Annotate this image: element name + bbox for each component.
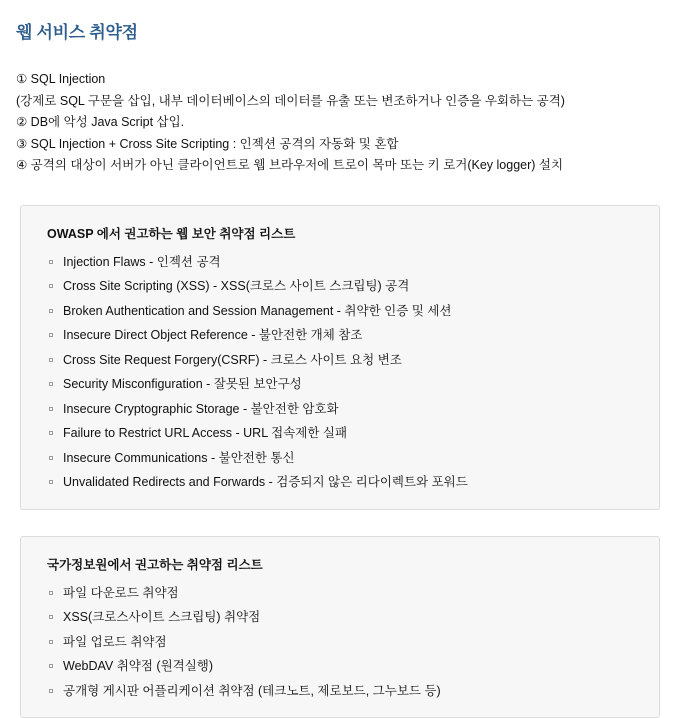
list-item — [49, 427, 637, 440]
list-item — [49, 636, 637, 649]
intro-line: ③ SQL Injection + Cross Site Scripting : 인젝션 공격의 자동화 및 혼합 — [16, 134, 666, 156]
list-item — [49, 476, 637, 489]
list-item — [49, 305, 637, 318]
bullet-square-icon — [49, 689, 53, 693]
list-item — [49, 611, 637, 624]
list-item-label: Cross Site Scripting (XSS) - XSS(크로스 사이트 스크립팅) 공격 — [63, 279, 409, 293]
bullet-square-icon — [49, 480, 53, 484]
list-item — [49, 354, 637, 367]
list-item — [49, 685, 637, 698]
list-item — [49, 378, 637, 391]
list-item-label: Insecure Cryptographic Storage - 불안전한 암호화 — [63, 402, 339, 416]
list-item-label: 공개형 게시판 어플리케이션 취약점 (테크노트, 제로보드, 그누보드 등) — [63, 684, 441, 698]
bullet-square-icon — [49, 591, 53, 595]
list-item-label: Insecure Direct Object Reference - 불안전한 개체 참조 — [63, 328, 362, 342]
list-item-label: Security Misconfiguration - 잘못된 보안구성 — [63, 377, 302, 391]
list-item — [49, 280, 637, 293]
intro-line: ① SQL Injection — [16, 69, 666, 91]
list-item-label: Broken Authentication and Session Management - 취약한 인증 및 세션 — [63, 304, 451, 318]
intro-line: ② DB에 악성 Java Script 삽입. — [16, 112, 666, 134]
bullet-square-icon — [49, 358, 53, 362]
document-page — [0, 18, 680, 668]
list-item — [49, 660, 637, 673]
nis-panel-title: 국가정보원에서 권고하는 취약점 리스트 — [47, 555, 637, 573]
page-title: 웹 서비스 취약점 — [16, 18, 666, 43]
list-item — [49, 329, 637, 342]
list-item-label: Cross Site Request Forgery(CSRF) - 크로스 사이트 요청 변조 — [63, 353, 402, 367]
bullet-square-icon — [49, 664, 53, 668]
owasp-list — [43, 256, 637, 489]
intro-line: (강제로 SQL 구문을 삽입, 내부 데이터베이스의 데이터를 유출 또는 변조하거나 인증을 우회하는 공격) — [16, 91, 666, 113]
intro-list — [16, 69, 666, 177]
bullet-square-icon — [49, 407, 53, 411]
intro-line: ④ 공격의 대상이 서버가 아닌 클라이언트로 웹 브라우저에 트로이 목마 또는 키 로거(Key logger) 설치 — [16, 155, 666, 177]
list-item-label: XSS(크로스사이트 스크립팅) 취약점 — [63, 610, 260, 624]
list-item-label: 파일 다운로드 취약점 — [63, 586, 179, 600]
list-item-label: Insecure Communications - 불안전한 통신 — [63, 451, 295, 465]
list-item — [49, 403, 637, 416]
bullet-square-icon — [49, 284, 53, 288]
bullet-square-icon — [49, 615, 53, 619]
owasp-panel — [20, 205, 660, 510]
bullet-square-icon — [49, 640, 53, 644]
bullet-square-icon — [49, 456, 53, 460]
nis-panel — [20, 536, 660, 718]
list-item — [49, 256, 637, 269]
owasp-panel-title: OWASP 에서 권고하는 웹 보안 취약점 리스트 — [47, 224, 637, 242]
bullet-square-icon — [49, 309, 53, 313]
bullet-square-icon — [49, 431, 53, 435]
list-item-label: Unvalidated Redirects and Forwards - 검증되지 않은 리다이렉트와 포워드 — [63, 475, 468, 489]
list-item-label: WebDAV 취약점 (원격실행) — [63, 659, 213, 673]
list-item-label: Failure to Restrict URL Access - URL 접속제한 실패 — [63, 426, 347, 440]
list-item-label: Injection Flaws - 인젝션 공격 — [63, 255, 221, 269]
list-item-label: 파일 업로드 취약점 — [63, 635, 167, 649]
bullet-square-icon — [49, 333, 53, 337]
list-item — [49, 587, 637, 600]
list-item — [49, 452, 637, 465]
bullet-square-icon — [49, 382, 53, 386]
bullet-square-icon — [49, 260, 53, 264]
nis-list — [43, 587, 637, 698]
